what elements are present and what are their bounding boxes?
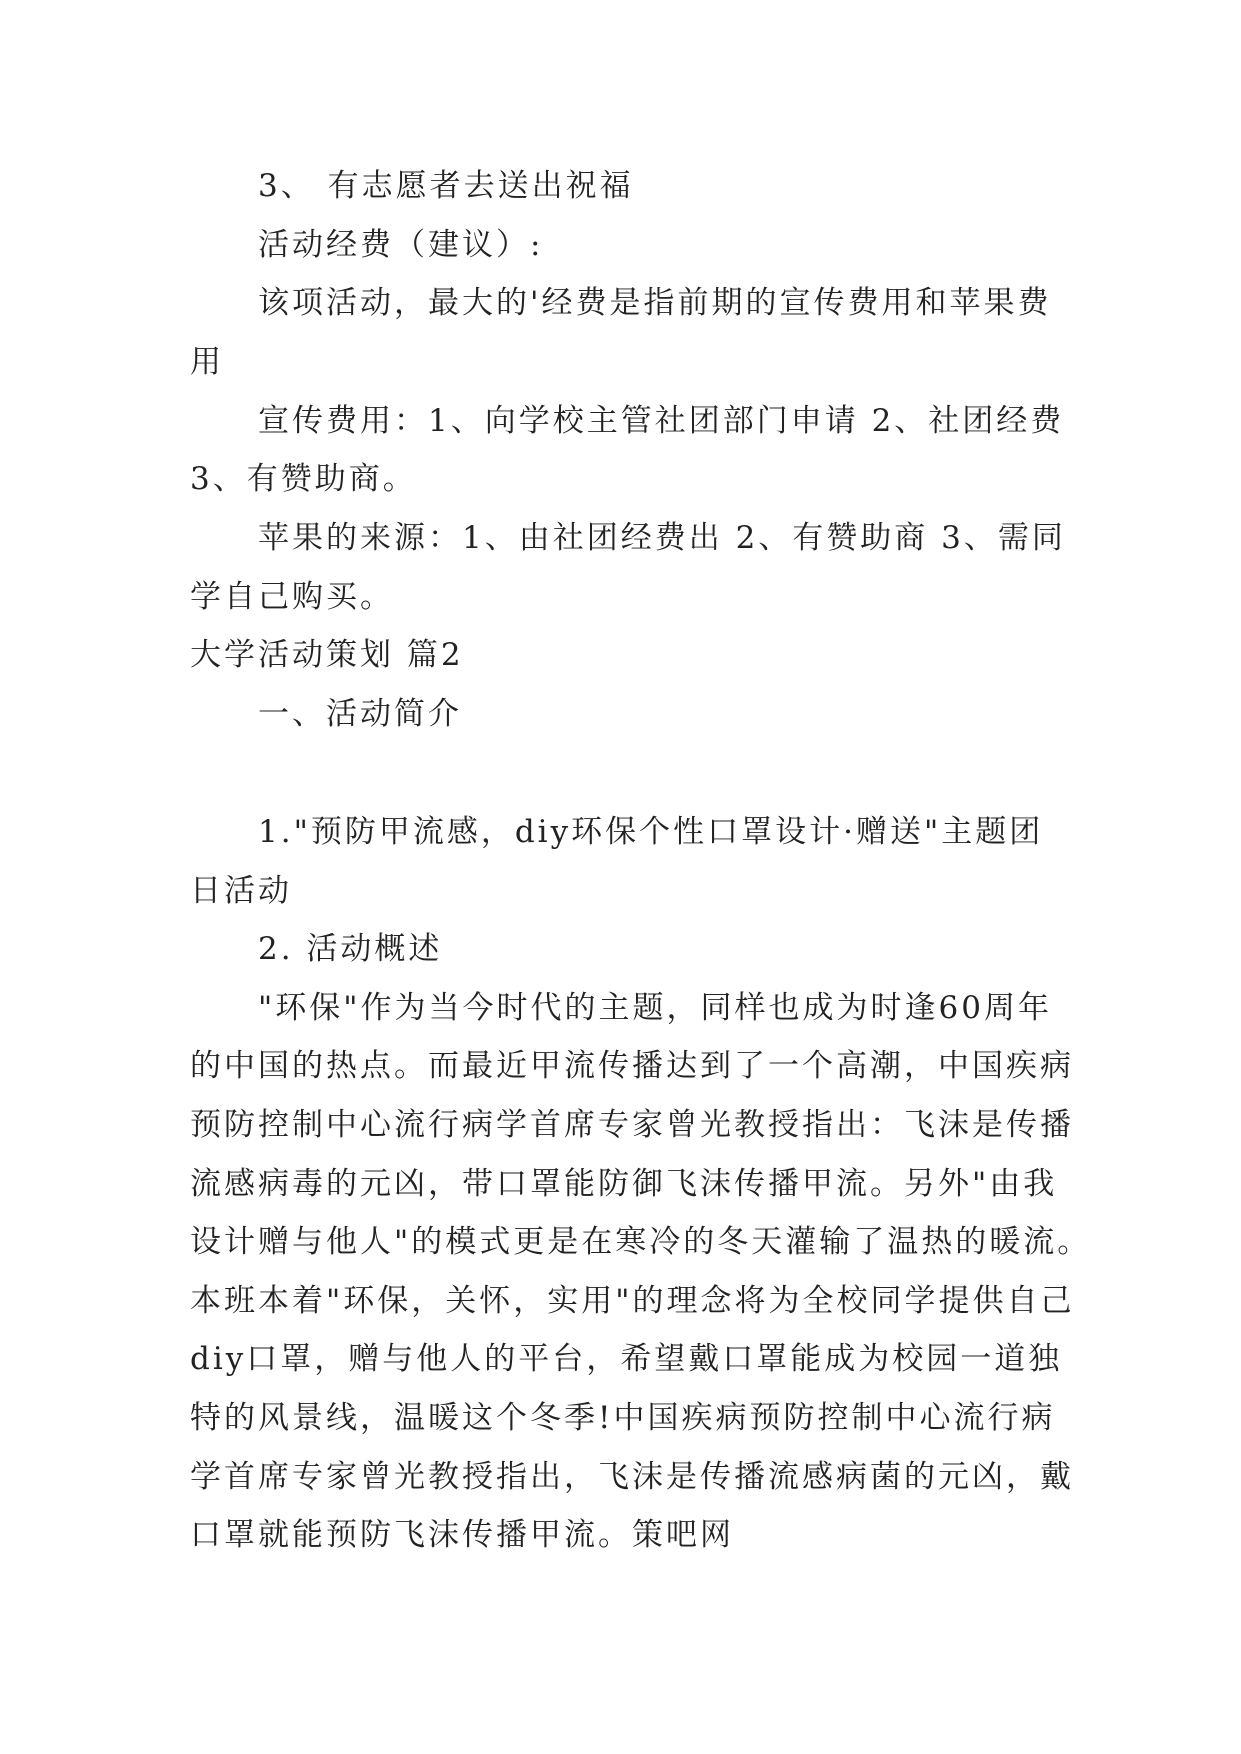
paragraph-line: 特的风景线，温暖这个冬季!中国疾病预防控制中心流行病 <box>190 1400 1056 1436</box>
section-heading-intro: 一、活动简介 <box>258 696 462 732</box>
list-item-volunteer-blessing: 3、 有志愿者去送出祝福 <box>258 168 634 204</box>
paragraph-line: 用 <box>190 344 224 380</box>
section-heading-activity-funds: 活动经费（建议）: <box>258 227 544 263</box>
paragraph-line: 该项活动，最大的'经费是指前期的宣传费用和苹果费 <box>258 285 1052 321</box>
paragraph-line: 苹果的来源：1、由社团经费出 2、有赞助商 3、需同 <box>258 520 1066 556</box>
paragraph-line: 3、有赞助商。 <box>190 461 417 497</box>
paragraph-line: 的中国的热点。而最近甲流传播达到了一个高潮，中国疾病 <box>190 1048 1074 1084</box>
paragraph-line: 日活动 <box>190 873 292 909</box>
paragraph-line: 学自己购买。 <box>190 579 394 615</box>
section-heading-overview: 2. 活动概述 <box>258 931 443 967</box>
paragraph-line: 宣传费用：1、向学校主管社团部门申请 2、社团经费 <box>258 403 1065 439</box>
paragraph-line: 1."预防甲流感，diy环保个性口罩设计·赠送"主题团 <box>258 814 1044 850</box>
paragraph-line: "环保"作为当今时代的主题，同样也成为时逢60周年 <box>258 990 1052 1026</box>
paragraph-line: diy口罩，赠与他人的平台，希望戴口罩能成为校园一道独 <box>190 1341 1063 1377</box>
paragraph-line: 预防控制中心流行病学首席专家曾光教授指出：飞沫是传播 <box>190 1107 1074 1143</box>
paragraph-line: 本班本着"环保，关怀，实用"的理念将为全校同学提供自己 <box>190 1283 1075 1319</box>
paragraph-line: 设计赠与他人"的模式更是在寒冷的冬天灌输了温热的暖流。 <box>190 1224 1092 1260</box>
paragraph-line: 口罩就能预防飞沫传播甲流。策吧网 <box>190 1517 734 1553</box>
chapter-heading: 大学活动策划 篇2 <box>190 637 464 673</box>
paragraph-line: 流感病毒的元凶，带口罩能防御飞沫传播甲流。另外"由我 <box>190 1166 1058 1202</box>
paragraph-line: 学首席专家曾光教授指出，飞沫是传播流感病菌的元凶，戴 <box>190 1459 1074 1495</box>
